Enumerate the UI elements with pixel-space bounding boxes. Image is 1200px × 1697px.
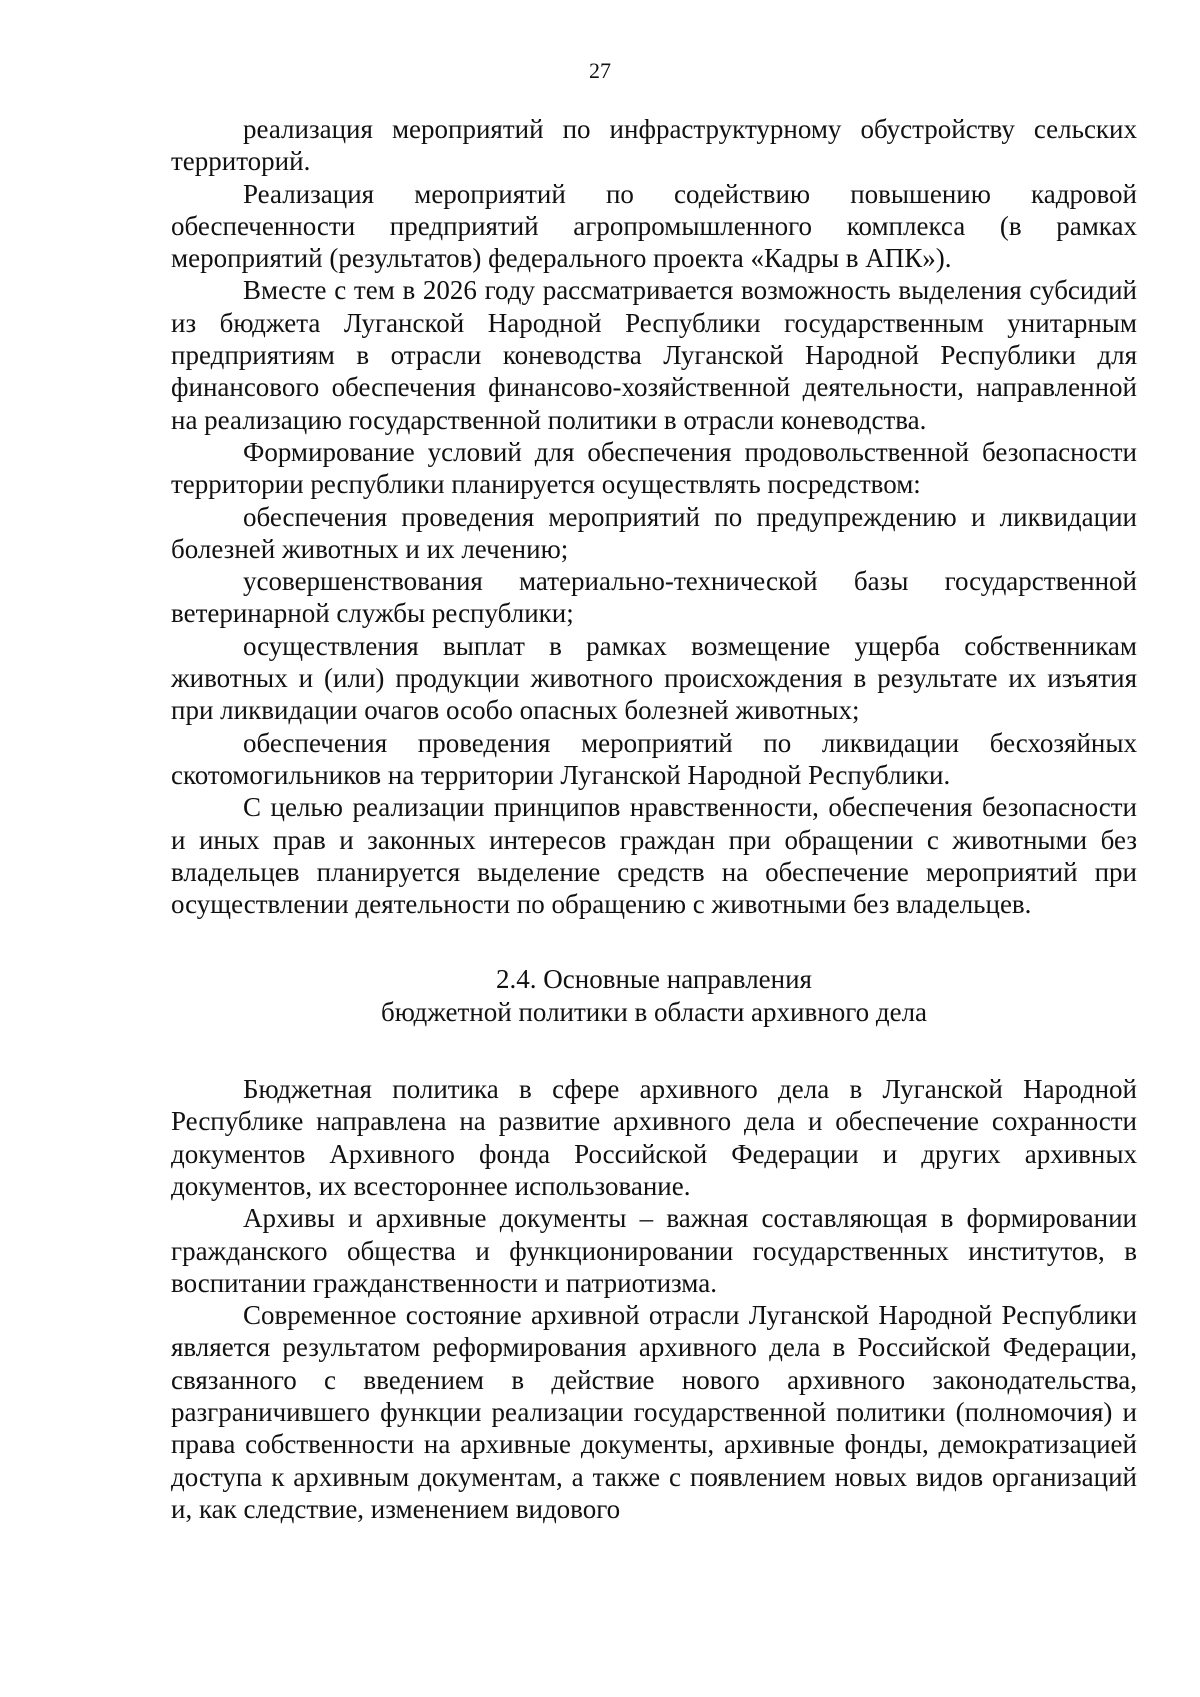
paragraph: Реализация мероприятий по содействию повышению кадровой обеспеченности предприятий агропромышленного комплекса (в рамках мероприятий (результатов) федерального проекта «Кадры в АПК»). — [171, 178, 1137, 274]
paragraph: С целью реализации принципов нравственности, обеспечения безопасности и иных прав и законных интересов граждан при обращении с животными без владельцев планируется выделение средств на обеспечение мероприятий при осуществлении деятельности по обращению с животными без владельцев. — [171, 792, 1137, 920]
paragraph: Современное состояние архивной отрасли Луганской Народной Республики является результатом реформирования архивного дела в Российской Федерации, связанного с введением в действие нового архивного законодательства, разграничившего функции реализации государственной политики (полномочия) и права собственности на архивные документы, архивные фонды, демократизацией доступа к архивным документам, а также с появлением новых видов организаций и, как следствие, изменением видового — [171, 1300, 1137, 1524]
paragraph: реализация мероприятий по инфраструктурному обустройству сельских территорий. — [171, 114, 1137, 177]
paragraph: усовершенствования материально-технической базы государственной ветеринарной службы республики; — [171, 566, 1137, 629]
paragraph: осуществления выплат в рамках возмещение ущерба собственникам животных и (или) продукции животного происхождения в результате их изъятия при ликвидации очагов особо опасных болезней животных; — [171, 630, 1137, 726]
section-heading-line-1: 2.4. Основные направления — [496, 964, 812, 995]
paragraph: обеспечения проведения мероприятий по ликвидации бесхозяйных скотомогильников на территории Луганской Народной Республики. — [171, 727, 1137, 790]
document-body — [171, 113, 1137, 1525]
page-number: 27 — [589, 58, 611, 83]
paragraph: Формирование условий для обеспечения продовольственной безопасности территории республики планируется осуществлять посредством: — [171, 436, 1137, 500]
paragraph: Вместе с тем в 2026 году рассматривается возможность выделения субсидий из бюджета Луганской Народной Республики государственным унитарным предприятиям в отрасли коневодства Луганской Народной Республики для финансового обеспечения финансово-хозяйственной деятельности, направленной на реализацию государственной политики в отрасли коневодства. — [171, 275, 1137, 435]
paragraph: Архивы и архивные документы – важная составляющая в формировании гражданского общества и функционировании государственных институтов, в воспитании гражданственности и патриотизма. — [171, 1203, 1137, 1298]
section-heading-line-2: бюджетной политики в области архивного дела — [380, 996, 928, 1027]
paragraph: Бюджетная политика в сфере архивного дела в Луганской Народной Республике направлена на развитие архивного дела и обеспечение сохранности документов Архивного фонда Российской Федерации и других архивных документов, их всестороннее использование. — [171, 1074, 1137, 1201]
section-heading — [171, 963, 1137, 1028]
paragraph: обеспечения проведения мероприятий по предупреждению и ликвидации болезней животных и их лечению; — [171, 501, 1137, 564]
